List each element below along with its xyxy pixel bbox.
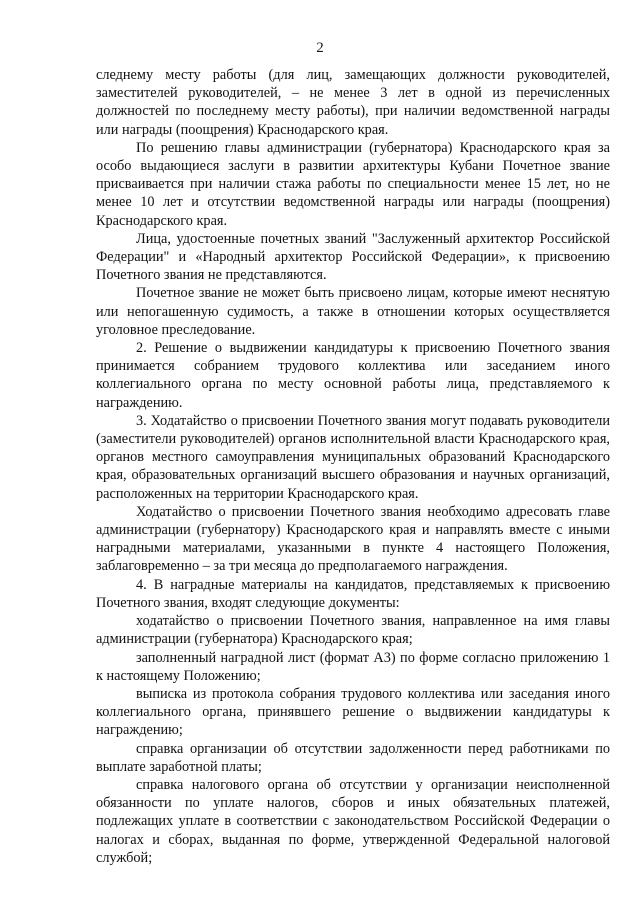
- paragraph: Почетное звание не может быть присвоено лицам, которые имеют неснятую или непогашенную судимость, а также в отношении которых осуществляется уголовное преследование.: [96, 285, 610, 338]
- paragraph-item-4: 4. В наградные материалы на кандидатов, представляемых к присвоению Почетного звания, входят следующие документы:: [96, 576, 610, 611]
- document-body: [96, 66, 610, 867]
- list-item: справка организации об отсутствии задолженности перед работниками по выплате заработной платы;: [96, 740, 610, 775]
- paragraph-item-2: 2. Решение о выдвижении кандидатуры к присвоению Почетного звания принимается собранием трудового коллектива или заседанием иного коллегиального органа по месту основной работы лица, представляемого к награждению.: [96, 340, 610, 411]
- list-item: ходатайство о присвоении Почетного звания, направленное на имя главы администрации (губернатора) Краснодарского края;: [96, 613, 610, 648]
- list-item: заполненный наградной лист (формат А3) по форме согласно приложению 1 к настоящему Положению;: [96, 649, 610, 684]
- paragraph: Лица, удостоенные почетных званий "Заслуженный архитектор Российской Федерации" и «Народный архитектор Российской Федерации», к присвоению Почетного звания не представляются.: [96, 230, 610, 284]
- paragraph-continuation: следнему месту работы (для лиц, замещающих должности руководителей, заместителей руководителей, – не менее 3 лет в одной из перечисленных должностей по последнему месту работы), при наличии ведомственной награды или награды (поощрения) Краснодарского края.: [96, 67, 610, 138]
- paragraph-item-3: 3. Ходатайство о присвоении Почетного звания могут подавать руководители (заместители руководителей) органов исполнительной власти Краснодарского края, органов местного самоуправления муниципальных образований Краснодарского края, образовательных организаций высшего образования и научных организаций, расположенных на территории Краснодарского края.: [96, 412, 610, 502]
- paragraph: Ходатайство о присвоении Почетного звания необходимо адресовать главе администрации (губернатору) Краснодарского края и направлять вместе с иными наградными материалами, указанными в пункте 4 настоящего Положения, заблаговременно – за три месяца до предполагаемого награждения.: [96, 503, 610, 575]
- list-item: выписка из протокола собрания трудового коллектива или заседания иного коллегиального органа, принявшего решение о выдвижении кандидатуры к награждению;: [96, 685, 610, 739]
- list-item: справка налогового органа об отсутствии у организации неисполненной обязанности по уплате налогов, сборов и иных обязательных платежей, подлежащих уплате в соответствии с законодательством Российской Федерации о налогах и сборах, выданная по форме, утвержденной Федеральной налоговой службой;: [96, 776, 610, 866]
- paragraph: По решению главы администрации (губернатора) Краснодарского края за особо выдающиеся заслуги в развитии архитектуры Кубани Почетное звание присваивается при наличии стажа работы по специальности менее 15 лет, но не менее 10 лет и отсутствии ведомственной награды или награды (поощрения) Краснодарского края.: [96, 139, 610, 229]
- page-number: 2: [316, 40, 324, 56]
